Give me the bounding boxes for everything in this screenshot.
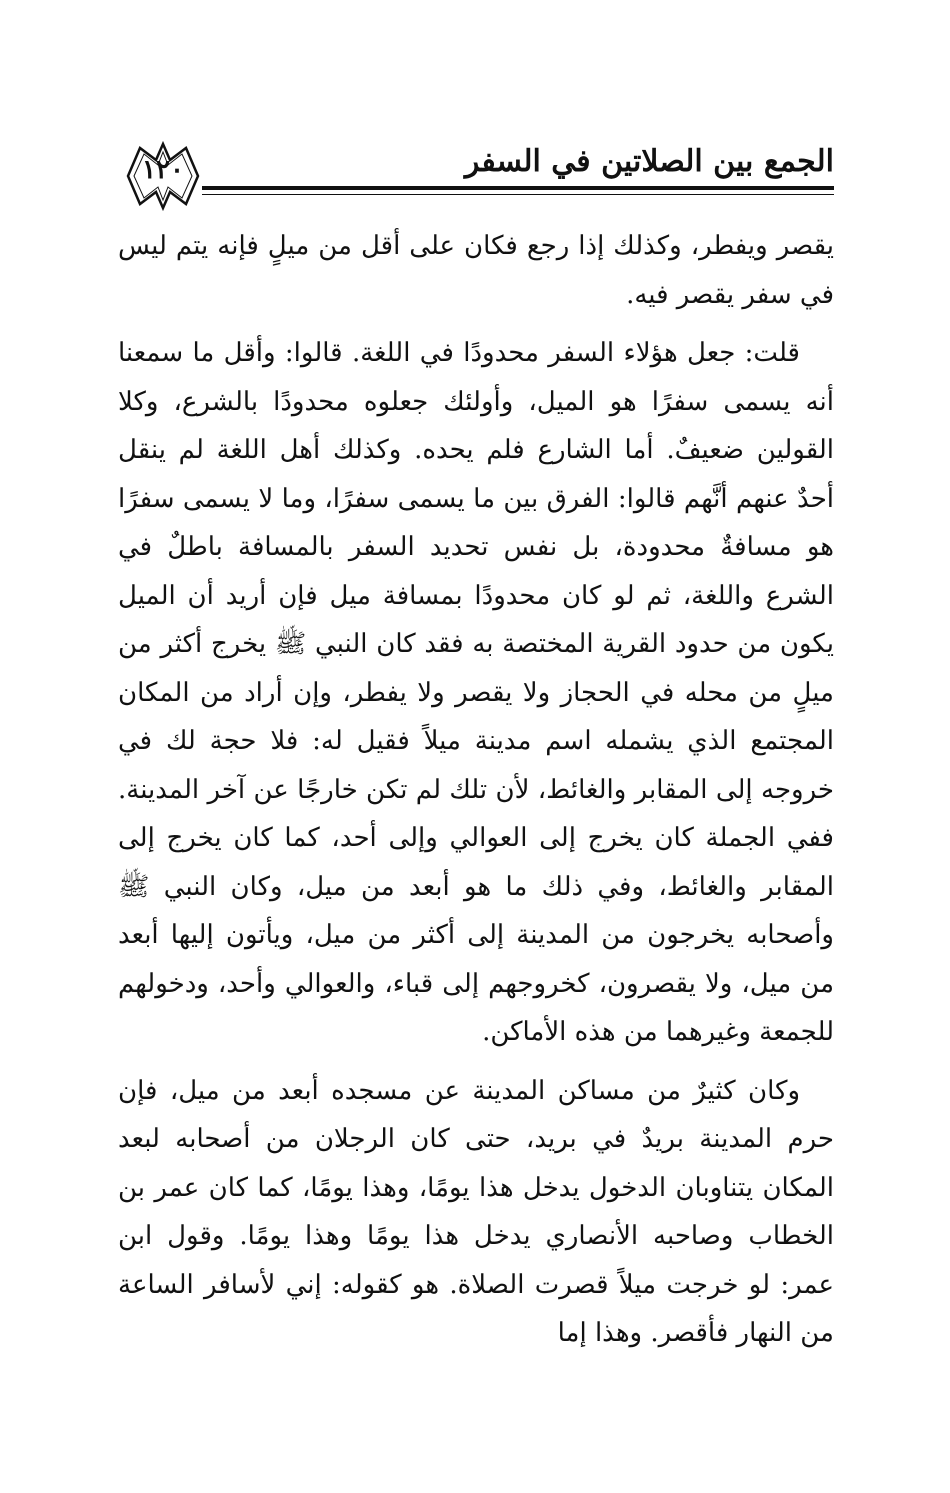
- header-rule-thick: [202, 186, 834, 190]
- paragraph-1: يقصر ويفطر، وكذلك إذا رجع فكان على أقل من ميلٍ فإنه يتم ليس في سفر يقصر فيه.: [118, 231, 834, 310]
- paragraph-2: قلت: جعل هؤلاء السفر محدودًا في اللغة. قالوا: وأقل ما سمعنا أنه يسمى سفرًا هو الميل، وأولئك جعلوه محدودًا بالشرع، وكلا القولين ضعيفٌ. أما الشارع فلم يحده. وكذلك أهل اللغة لم ينقل أحدٌ عنهم أنَّهم قالوا: الفرق بين ما يسمى سفرًا، وما لا يسمى سفرًا هو مسافةٌ محدودة، بل نفس تحديد السفر بالمسافة باطلٌ في الشرع واللغة، ثم لو كان محدودًا بمسافة ميل فإن أريد أن الميل يكون من حدود القرية المختصة به فقد كان النبي ﷺ يخرج أكثر من ميلٍ من محله في الحجاز ولا يقصر ولا يفطر، وإن أراد من المكان المجتمع الذي يشمله اسم مدينة ميلاً فقيل له: فلا حجة لك في خروجه إلى المقابر والغائط، لأن تلك لم تكن خارجًا عن آخر المدينة. ففي الجملة كان يخرج إلى العوالي وإلى أحد، كما كان يخرج إلى المقابر والغائط، وفي ذلك ما هو أبعد من ميل، وكان النبي ﷺ وأصحابه يخرجون من المدينة إلى أكثر من ميل، ويأتون إليها أبعد من ميل، ولا يقصرون، كخروجهم إلى قباء، والعوالي وأحد، ودخولهم للجمعة وغيرهما من هذه الأماكن.: [118, 338, 834, 1047]
- paragraph-3: وكان كثيرٌ من مساكن المدينة عن مسجده أبعد من ميل، فإن حرم المدينة بريدٌ في بريد، حتى كان الرجلان من أصحابه لبعد المكان يتناوبان الدخول يدخل هذا يومًا، وهذا يومًا، كما كان عمر بن الخطاب وصاحبه الأنصاري يدخل هذا يومًا وهذا يومًا. وقول ابن عمر: لو خرجت ميلاً قصرت الصلاة. هو كقوله: إني لأسافر الساعة من النهار فأقصر. وهذا إما: [118, 1075, 834, 1348]
- body-text: [118, 222, 834, 1368]
- running-title: الجمع بين الصلاتين في السفر: [464, 144, 834, 179]
- page-number-badge: [118, 138, 208, 214]
- page-number: ١٢٠: [142, 155, 184, 185]
- page-header: [118, 138, 834, 218]
- header-rule-thin: [202, 194, 834, 195]
